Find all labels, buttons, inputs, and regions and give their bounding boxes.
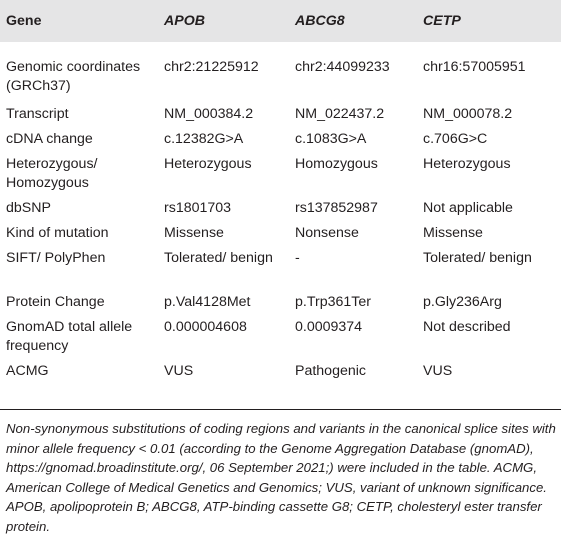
cell-apob: Tolerated/ benign (164, 250, 273, 266)
cell-cetp: p.Gly236Arg (423, 294, 502, 310)
cell-apob: VUS (164, 363, 194, 379)
table-row-kind-of-mutation (0, 224, 561, 249)
row-label: Heterozygous/ Homozygous (6, 156, 98, 191)
table-footnote: Non-synonymous substitutions of coding regions and variants in the canonical splice sites with minor allele frequency < 0.01 (according to the Genome Aggregation Database (gnomAD), https://gnomad.broadinstitute.org/, 06 September 2021;) were included in the table. ACMG, American College of Medical Genetics and Genomics; VUS, variant of unknown significance. APOB, apolipoprotein B; ABCG8, ATP-binding cassette G8; CETP, cholesteryl ester transfer protein. (6, 421, 556, 534)
cell-abcg8: Nonsense (295, 225, 359, 241)
table-row-transcript (0, 105, 561, 130)
row-label: Transcript (6, 106, 69, 122)
table-row-zygosity (0, 155, 561, 199)
cell-apob: chr2:21225912 (164, 59, 259, 75)
row-label: cDNA change (6, 131, 93, 147)
table-header-row (0, 0, 561, 42)
header-abcg8: ABCG8 (295, 12, 345, 29)
header-cetp: CETP (423, 12, 461, 29)
header-apob: APOB (164, 12, 205, 29)
row-label: SIFT/ PolyPhen (6, 250, 106, 266)
row-label: Genomic coordinates (GRCh37) (6, 59, 141, 94)
cell-apob: Heterozygous (164, 156, 252, 172)
cell-abcg8: rs137852987 (295, 200, 378, 216)
cell-cetp: c.706G>C (423, 131, 488, 147)
row-label: dbSNP (6, 200, 51, 216)
cell-abcg8: Pathogenic (295, 363, 366, 379)
table-row-genomic-coordinates (0, 42, 561, 105)
header-gene: Gene (6, 12, 42, 29)
table-row-protein-change (0, 293, 561, 318)
cell-apob: rs1801703 (164, 200, 232, 216)
table-row-dbsnp (0, 199, 561, 224)
row-label: ACMG (6, 363, 49, 379)
cell-apob: Missense (164, 225, 224, 241)
cell-cetp: NM_000078.2 (423, 106, 513, 122)
cell-cetp: Not applicable (423, 200, 513, 216)
cell-cetp: VUS (423, 363, 453, 379)
row-label: Protein Change (6, 294, 105, 310)
cell-abcg8: c.1083G>A (295, 131, 367, 147)
row-label: GnomAD total allele frequency (6, 319, 133, 354)
cell-apob: 0.000004608 (164, 319, 247, 335)
cell-apob: p.Val4128Met (164, 294, 251, 310)
table-row-cdna-change (0, 130, 561, 155)
table-row-sift-polyphen (0, 249, 561, 293)
cell-cetp: Heterozygous (423, 156, 511, 172)
cell-cetp: Not described (423, 319, 511, 335)
cell-cetp: Missense (423, 225, 483, 241)
cell-apob: NM_000384.2 (164, 106, 254, 122)
cell-abcg8: - (295, 250, 300, 266)
cell-cetp: chr16:57005951 (423, 59, 526, 75)
cell-abcg8: NM_022437.2 (295, 106, 385, 122)
cell-abcg8: 0.0009374 (295, 319, 363, 335)
cell-apob: c.12382G>A (164, 131, 244, 147)
table-row-acmg (0, 362, 561, 391)
table-row-gnomad (0, 318, 561, 362)
table-bottom-rule (0, 409, 561, 410)
row-label: Kind of mutation (6, 225, 109, 241)
cell-abcg8: Homozygous (295, 156, 378, 172)
cell-abcg8: chr2:44099233 (295, 59, 390, 75)
cell-abcg8: p.Trp361Ter (295, 294, 371, 310)
cell-cetp: Tolerated/ benign (423, 250, 532, 266)
